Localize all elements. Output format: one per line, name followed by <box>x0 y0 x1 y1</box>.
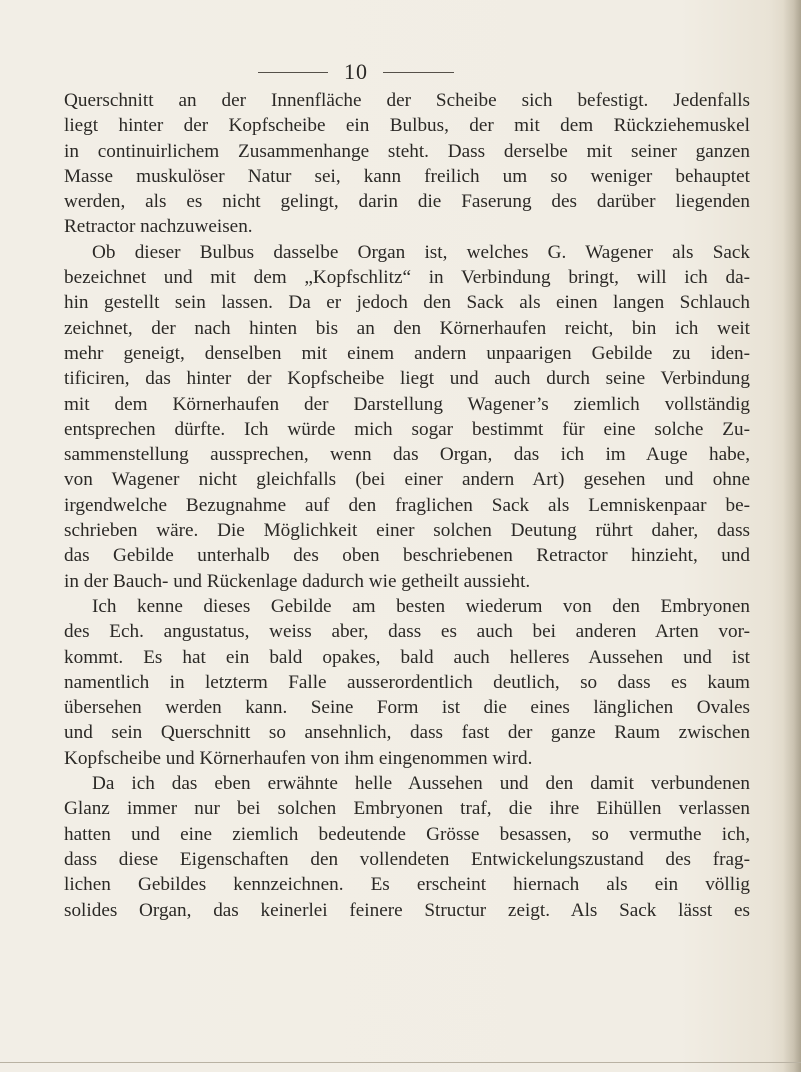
text-line: kommt. Es hat ein bald opakes, bald auch helleres Aussehen und ist <box>64 646 750 668</box>
text-line: namentlich in letzterm Falle ausserordentlich deutlich, so dass es kaum <box>64 671 750 693</box>
text-line: übersehen werden kann. Seine Form ist die eines länglichen Ovales <box>64 697 750 719</box>
text-line: hin gestellt sein lassen. Da er jedoch den Sack als einen langen Schlauch <box>64 292 750 314</box>
text-line: des Ech. angustatus, weiss aber, dass es auch bei anderen Arten vor- <box>64 621 750 643</box>
text-line: lichen Gebildes kennzeichnen. Es erscheint hiernach als ein völlig <box>64 874 750 896</box>
text-line: und sein Querschnitt so ansehnlich, dass fast der ganze Raum zwischen <box>64 722 750 744</box>
page-bottom-rule <box>0 1062 801 1063</box>
paragraph-start-line: Da ich das eben erwähnte helle Aussehen und den damit verbundenen <box>92 773 750 795</box>
text-line: mit dem Körnerhaufen der Darstellung Wagener’s ziemlich vollständig <box>64 393 750 415</box>
text-line: Glanz immer nur bei solchen Embryonen traf, die ihre Eihüllen verlassen <box>64 798 750 820</box>
page-edge-shadow <box>783 0 801 1072</box>
text-line: tificiren, das hinter der Kopfscheibe liegt und auch durch seine Verbindung <box>64 368 750 390</box>
text-line: Masse muskulöser Natur sei, kann freilich um so weniger behauptet <box>64 165 750 187</box>
text-line: bezeichnet und mit dem „Kopfschlitz“ in Verbindung bringt, will ich da- <box>64 267 750 289</box>
text-line: das Gebilde unterhalb des oben beschriebenen Retractor hinzieht, und <box>64 545 750 567</box>
text-line: werden, als es nicht gelingt, darin die Faserung des darüber liegenden <box>64 191 750 213</box>
text-line: in der Bauch- und Rückenlage dadurch wie getheilt aussieht. <box>64 570 531 592</box>
text-line: Kopfscheibe und Körnerhaufen von ihm eingenommen wird. <box>64 747 533 769</box>
text-line: solides Organ, das keinerlei feinere Structur zeigt. Als Sack lässt es <box>64 899 750 921</box>
text-line: entsprechen dürfte. Ich würde mich sogar bestimmt für eine solche Zu- <box>64 418 750 440</box>
text-line: schrieben wäre. Die Möglichkeit einer solchen Deutung rührt daher, dass <box>64 520 750 542</box>
body-text <box>64 88 750 923</box>
text-line: in continuirlichem Zusammenhange steht. Dass derselbe mit seiner ganzen <box>64 140 750 162</box>
text-line: liegt hinter der Kopfscheibe ein Bulbus, der mit dem Rückziehemuskel <box>64 115 750 137</box>
paragraph-start-line: Ich kenne dieses Gebilde am besten wiederum von den Embryonen <box>92 595 750 617</box>
text-line: zeichnet, der nach hinten bis an den Körnerhaufen reicht, bin ich weit <box>64 317 750 339</box>
text-line: von Wagener nicht gleichfalls (bei einer andern Art) gesehen und ohne <box>64 469 750 491</box>
text-line: Retractor nachzuweisen. <box>64 216 253 238</box>
page-header <box>0 58 801 86</box>
paragraph-start-line: Ob dieser Bulbus dasselbe Organ ist, welches G. Wagener als Sack <box>92 241 750 263</box>
header-rule-left <box>258 72 328 73</box>
text-line: sammenstellung aussprechen, wenn das Organ, das ich im Auge habe, <box>64 444 750 466</box>
text-line: Querschnitt an der Innenfläche der Scheibe sich befestigt. Jedenfalls <box>64 90 750 111</box>
page-number: 10 <box>344 59 368 84</box>
text-line: hatten und eine ziemlich bedeutende Grösse besassen, so vermuthe ich, <box>64 823 750 845</box>
text-line: irgendwelche Bezugnahme auf den fraglichen Sack als Lemniskenpaar be- <box>64 494 750 516</box>
header-rule-right <box>383 72 454 73</box>
text-line: mehr geneigt, denselben mit einem andern unpaarigen Gebilde zu iden- <box>64 342 750 364</box>
text-line: dass diese Eigenschaften den vollendeten Entwickelungszustand des frag- <box>64 848 750 870</box>
